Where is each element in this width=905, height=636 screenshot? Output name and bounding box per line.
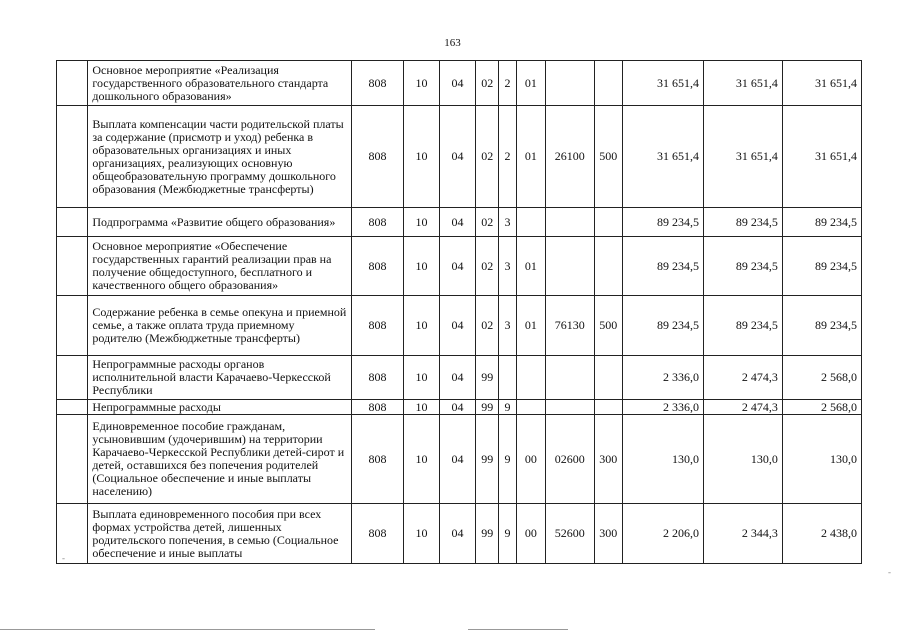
table-row — [57, 356, 862, 400]
amount-year-2: 31 651,4 — [703, 106, 782, 208]
subprogram-code: 2 — [499, 106, 516, 208]
direction-code: 02600 — [546, 415, 595, 504]
expense-type-code — [594, 356, 622, 400]
direction-code — [546, 61, 595, 106]
direction-code — [546, 400, 595, 415]
subsection-code: 04 — [439, 415, 475, 504]
budget-table — [56, 60, 862, 564]
activity-code: 00 — [516, 415, 545, 504]
amount-year-2: 2 344,3 — [703, 504, 782, 564]
amount-year-2: 130,0 — [703, 415, 782, 504]
program-code: 02 — [476, 61, 499, 106]
ministry-code: 808 — [351, 504, 404, 564]
table-row — [57, 504, 862, 564]
expense-type-code — [594, 237, 622, 296]
direction-code: 26100 — [546, 106, 595, 208]
program-code: 02 — [476, 296, 499, 356]
amount-year-2: 31 651,4 — [703, 61, 782, 106]
amount-year-3: 130,0 — [782, 415, 861, 504]
activity-code: 01 — [516, 237, 545, 296]
amount-year-1: 2 336,0 — [622, 356, 703, 400]
program-code: 02 — [476, 106, 499, 208]
row-number-cell — [57, 415, 88, 504]
expense-type-code: 500 — [594, 106, 622, 208]
amount-year-1: 2 336,0 — [622, 400, 703, 415]
subprogram-code: 9 — [499, 504, 516, 564]
section-code: 10 — [404, 296, 439, 356]
expense-type-code — [594, 208, 622, 237]
direction-code — [546, 356, 595, 400]
ministry-code: 808 — [351, 296, 404, 356]
amount-year-3: 2 568,0 — [782, 400, 861, 415]
program-code: 99 — [476, 504, 499, 564]
activity-code — [516, 356, 545, 400]
direction-code — [546, 208, 595, 237]
subsection-code: 04 — [439, 296, 475, 356]
amount-year-3: 2 568,0 — [782, 356, 861, 400]
amount-year-3: 89 234,5 — [782, 296, 861, 356]
expense-type-code: 300 — [594, 415, 622, 504]
bottom-rule — [468, 629, 568, 630]
section-code: 10 — [404, 400, 439, 415]
expense-type-code — [594, 400, 622, 415]
subprogram-code: 3 — [499, 237, 516, 296]
row-name: Подпрограмма «Развитие общего образования» — [88, 208, 351, 237]
row-name: Основное мероприятие «Обеспечение государственных гарантий реализации прав на получение общедоступного, бесплатного и качественного общего образования» — [88, 237, 351, 296]
row-number-cell — [57, 356, 88, 400]
amount-year-2: 2 474,3 — [703, 400, 782, 415]
row-number-cell — [57, 296, 88, 356]
amount-year-2: 89 234,5 — [703, 208, 782, 237]
subsection-code: 04 — [439, 504, 475, 564]
section-code: 10 — [404, 208, 439, 237]
subsection-code: 04 — [439, 208, 475, 237]
table-row — [57, 415, 862, 504]
amount-year-2: 89 234,5 — [703, 237, 782, 296]
activity-code — [516, 208, 545, 237]
bottom-rule — [0, 629, 375, 630]
row-number-cell — [57, 400, 88, 415]
amount-year-3: 31 651,4 — [782, 61, 861, 106]
table-row — [57, 208, 862, 237]
activity-code: 01 — [516, 61, 545, 106]
program-code: 02 — [476, 208, 499, 237]
subsection-code: 04 — [439, 106, 475, 208]
activity-code: 00 — [516, 504, 545, 564]
activity-code: 01 — [516, 296, 545, 356]
row-name: Выплата единовременного пособия при всех формах устройства детей, лишенных родительского попечения, в семью (Социальное обеспечение и иные выплаты — [88, 504, 351, 564]
ministry-code: 808 — [351, 415, 404, 504]
section-code: 10 — [404, 237, 439, 296]
subprogram-code: 9 — [499, 400, 516, 415]
subsection-code: 04 — [439, 356, 475, 400]
subsection-code: 04 — [439, 400, 475, 415]
subprogram-code: 3 — [499, 208, 516, 237]
subsection-code: 04 — [439, 237, 475, 296]
amount-year-1: 89 234,5 — [622, 237, 703, 296]
table-row — [57, 296, 862, 356]
ministry-code: 808 — [351, 400, 404, 415]
row-name: Содержание ребенка в семье опекуна и приемной семье, а также оплата труда приемному родителю (Межбюджетные трансферты) — [88, 296, 351, 356]
row-number-cell — [57, 106, 88, 208]
amount-year-1: 31 651,4 — [622, 106, 703, 208]
activity-code — [516, 400, 545, 415]
row-name: Единовременное пособие гражданам, усыновившим (удочерившим) на территории Карачаево-Черкесской Республики детей-сирот и детей, оставшихся без попечения родителей (Социальное обеспечение и иные выплаты населению) — [88, 415, 351, 504]
section-code: 10 — [404, 356, 439, 400]
row-name: Выплата компенсации части родительской платы за содержание (присмотр и уход) ребенка в образовательных организациях и иных организациях, реализующих основную общеобразовательную программу дошкольного образования (Межбюджетные трансферты) — [88, 106, 351, 208]
amount-year-3: 89 234,5 — [782, 237, 861, 296]
ministry-code: 808 — [351, 208, 404, 237]
ministry-code: 808 — [351, 356, 404, 400]
row-name: Основное мероприятие «Реализация государственного образовательного стандарта дошкольного образования» — [88, 61, 351, 106]
row-number-cell — [57, 237, 88, 296]
expense-type-code: 300 — [594, 504, 622, 564]
section-code: 10 — [404, 106, 439, 208]
subprogram-code: 2 — [499, 61, 516, 106]
program-code: 99 — [476, 400, 499, 415]
section-code: 10 — [404, 504, 439, 564]
expense-type-code — [594, 61, 622, 106]
amount-year-1: 130,0 — [622, 415, 703, 504]
expense-type-code: 500 — [594, 296, 622, 356]
scan-mark: - — [888, 567, 891, 577]
ministry-code: 808 — [351, 106, 404, 208]
subprogram-code — [499, 356, 516, 400]
amount-year-1: 89 234,5 — [622, 296, 703, 356]
ministry-code: 808 — [351, 61, 404, 106]
table-row — [57, 106, 862, 208]
table-row — [57, 237, 862, 296]
row-number-cell — [57, 208, 88, 237]
amount-year-2: 89 234,5 — [703, 296, 782, 356]
subprogram-code: 3 — [499, 296, 516, 356]
amount-year-1: 89 234,5 — [622, 208, 703, 237]
amount-year-1: 31 651,4 — [622, 61, 703, 106]
ministry-code: 808 — [351, 237, 404, 296]
direction-code: 76130 — [546, 296, 595, 356]
amount-year-2: 2 474,3 — [703, 356, 782, 400]
table-row — [57, 61, 862, 106]
amount-year-1: 2 206,0 — [622, 504, 703, 564]
table-row — [57, 400, 862, 415]
row-name: Непрограммные расходы — [88, 400, 351, 415]
direction-code: 52600 — [546, 504, 595, 564]
scan-mark: - — [62, 553, 65, 563]
program-code: 99 — [476, 415, 499, 504]
amount-year-3: 31 651,4 — [782, 106, 861, 208]
subprogram-code: 9 — [499, 415, 516, 504]
section-code: 10 — [404, 61, 439, 106]
row-name: Непрограммные расходы органов исполнительной власти Карачаево-Черкесской Республики — [88, 356, 351, 400]
page-number: 163 — [444, 37, 461, 49]
amount-year-3: 89 234,5 — [782, 208, 861, 237]
row-number-cell — [57, 61, 88, 106]
amount-year-3: 2 438,0 — [782, 504, 861, 564]
activity-code: 01 — [516, 106, 545, 208]
section-code: 10 — [404, 415, 439, 504]
program-code: 99 — [476, 356, 499, 400]
subsection-code: 04 — [439, 61, 475, 106]
direction-code — [546, 237, 595, 296]
program-code: 02 — [476, 237, 499, 296]
